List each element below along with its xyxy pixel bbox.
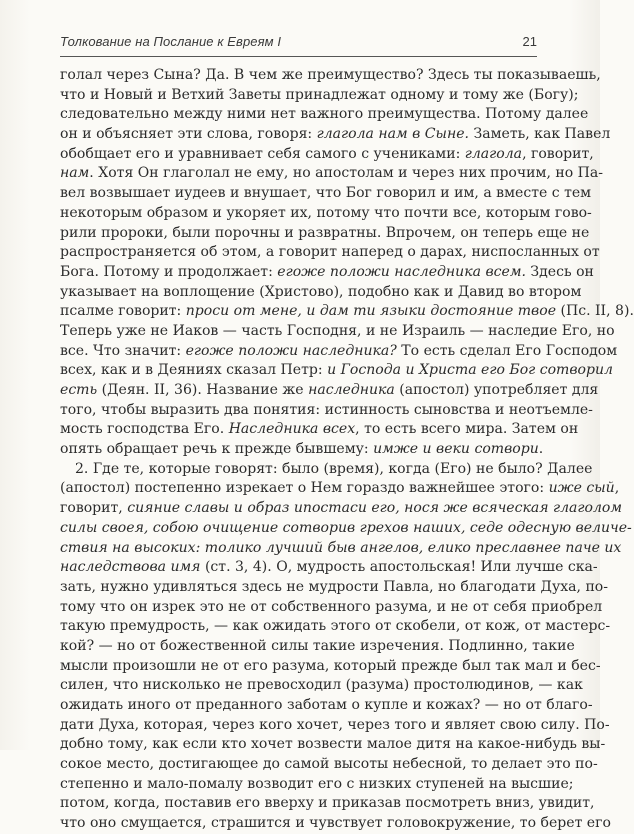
header-rule (60, 56, 537, 57)
text-run: То есть сделал Его Господом (396, 342, 618, 359)
text-run: мость господства Его. (60, 421, 229, 438)
text-run: он и объясняет эти слова, говоря: (60, 126, 317, 143)
text-run: тому что он изрек это не от собственного разума, и не от себя приобрел (60, 598, 603, 615)
text-line (60, 361, 613, 381)
text-run: все. Что значит: (60, 342, 186, 359)
text-line (60, 716, 610, 736)
text-line (60, 243, 600, 263)
text-line (60, 66, 601, 86)
text-line (60, 637, 575, 657)
text-line (60, 755, 598, 775)
text-run: Теперь уже не Иаков — часть Господня, и не Израиль — наследие Его, но (60, 322, 615, 339)
text-run: всех, как и в Деяниях сказал Петр: (60, 362, 328, 379)
text-run: мысли произошли не от его разума, который прежде был так мал и бес- (60, 657, 601, 674)
text-line (60, 263, 594, 283)
text-line (60, 184, 592, 204)
text-run: (Деян. II, 36). Название же (97, 382, 309, 398)
text-line (60, 86, 579, 106)
text-line (60, 105, 589, 125)
italic-run: силы своея, собою очищение сотворив грехов наших, седе одесную величе- (60, 519, 632, 536)
italic-run: нам (60, 165, 90, 182)
italic-run: и Господа и Христа его Бог сотворил (327, 362, 613, 379)
text-line (60, 499, 623, 519)
text-run: добно тому, как если кто хочет возвести малое дитя на какое-нибудь вы- (60, 736, 606, 753)
italic-run: наследника (308, 382, 395, 398)
italic-run: иже сый (548, 480, 615, 497)
text-line (60, 558, 598, 578)
text-run: зать, нужно удивляться здесь не мудрости Павла, но благодати Духа, по- (60, 578, 609, 595)
text-line (60, 539, 622, 559)
text-line (60, 735, 606, 755)
italic-run: сияние славы и образ ипостаси его, нося же всяческая глаголом (127, 500, 623, 517)
text-line (60, 401, 593, 421)
italic-run: Наследника всех (228, 421, 356, 438)
text-run: кой? — но от божественной силы такие изречения. Подлинно, такие (60, 637, 575, 654)
italic-run: егоже положи наследника всем. (277, 263, 526, 280)
text-line (60, 125, 611, 145)
text-line (60, 204, 592, 224)
text-run: псалме говорит: (60, 303, 186, 320)
text-run: потом, когда, поставив его вверху и приказав посмотреть вниз, увидит, (60, 795, 595, 812)
text-run: (ст. 3, 4). О, мудрость апостольская! Или лучше ска- (200, 559, 598, 576)
text-run: степенно и мало-помалу возводит его с низких ступеней на высшие; (60, 775, 574, 792)
text-run: что оно смущается, страшится и чувствует головокружение, то берет его (60, 815, 611, 832)
italic-run: есть (60, 382, 98, 398)
text-run: (апостол) постепенно изрекает о Нем гораздо важнейшее этого: (60, 480, 549, 497)
page-number: 21 (522, 34, 537, 49)
text-line (60, 617, 611, 637)
italic-run: глагола нам в Сыне. (316, 126, 469, 143)
text-run: , (614, 480, 620, 497)
text-run: , говорит, (522, 145, 594, 162)
text-line (60, 381, 599, 401)
italic-run: егоже положи наследника? (185, 342, 397, 359)
text-run: того, чтобы выразить два понятия: истинность сыновства и неотъемле- (60, 401, 593, 418)
italic-run: проси от мене, и дам ти языки достояние твое (185, 303, 557, 320)
text-line (60, 224, 590, 244)
text-run: сокое место, достигающее до самой высоты небесной, то делает это по- (60, 756, 598, 773)
text-run: вел возвышает иудеев и внушает, что Бог говорил и им, а вместе с тем (60, 185, 592, 202)
running-title: Толкование на Послание к Евреям I (60, 34, 282, 49)
text-run: Здесь он (525, 263, 594, 280)
italic-run: ствия на высоких: толико лучший быв ангелов, елико преславнее паче их (60, 539, 622, 556)
text-line (60, 794, 595, 814)
text-line (60, 479, 620, 499)
text-run: некоторым образом и укоряет их, потому что почти все, которым гово- (60, 204, 592, 221)
text-line (60, 598, 603, 618)
text-line (60, 775, 574, 795)
text-line (60, 302, 634, 322)
italic-run: наследствова имя (60, 559, 201, 576)
text-run: 2. Где те, которые говорят: было (время), когда (Его) не было? Далее (75, 460, 593, 477)
text-line (60, 578, 609, 598)
text-line (60, 696, 593, 716)
text-line (60, 657, 601, 677)
italic-run: глагола (464, 145, 523, 162)
text-run: указывает на воплощение (Христово), подобно как и Давид во втором (60, 283, 582, 300)
text-run: следовательно между ними нет важного преимущества. Потому далее (60, 106, 589, 123)
text-line (60, 283, 582, 303)
text-line (60, 420, 579, 440)
text-line (60, 676, 583, 696)
text-run: Бога. Потому и продолжает: (60, 263, 278, 280)
italic-run: имже и веки сотвори (373, 441, 539, 458)
text-line (60, 342, 618, 362)
text-run: дати Духа, которая, через кого хочет, через того и являет свою силу. По- (60, 716, 610, 733)
text-line (60, 164, 604, 184)
text-run: опять обращает речь к прежде бывшему: (60, 441, 374, 458)
text-run: силен, что нисколько не превосходил (разума) простолюдинов, — как (60, 677, 583, 694)
text-run: ожидать иного от преданного заботам о купле и кожах? — но от благо- (60, 697, 593, 713)
text-line (60, 322, 615, 342)
text-line (60, 814, 611, 834)
text-run: такую премудрость, — как ожидать этого от скобели, от кож, от мастерс- (60, 618, 611, 635)
text-run: голал через Сына? Да. В чем же преимущество? Здесь ты показываешь, (60, 67, 601, 83)
body-text (60, 66, 634, 834)
text-run: рили пророки, были порочны и развратны. Впрочем, он теперь еще не (60, 224, 590, 241)
text-run: Заметь, как Павел (468, 126, 611, 143)
text-run: обобщает его и уравнивает себя самого с учениками: (60, 145, 465, 162)
text-line (60, 145, 594, 165)
text-run: . (538, 441, 544, 458)
text-line (60, 460, 593, 480)
text-run: . Хотя Он глаголал не ему, но апостолам и через них прочим, но Па- (89, 165, 604, 182)
text-run: (апостол) употребляет для (394, 382, 599, 398)
text-line (60, 440, 544, 460)
text-run: что и Новый и Ветхий Заветы принадлежат одному и тому же (Богу); (60, 86, 579, 103)
text-run: распространяется об этом, а говорит наперед о дарах, ниспосланных от (60, 244, 600, 261)
text-run: говорит, (60, 500, 128, 517)
text-line (60, 519, 632, 539)
text-run: (Пс. II, 8). (556, 303, 634, 320)
running-header (60, 32, 537, 54)
text-run: , то есть всего мира. Затем он (355, 421, 579, 438)
